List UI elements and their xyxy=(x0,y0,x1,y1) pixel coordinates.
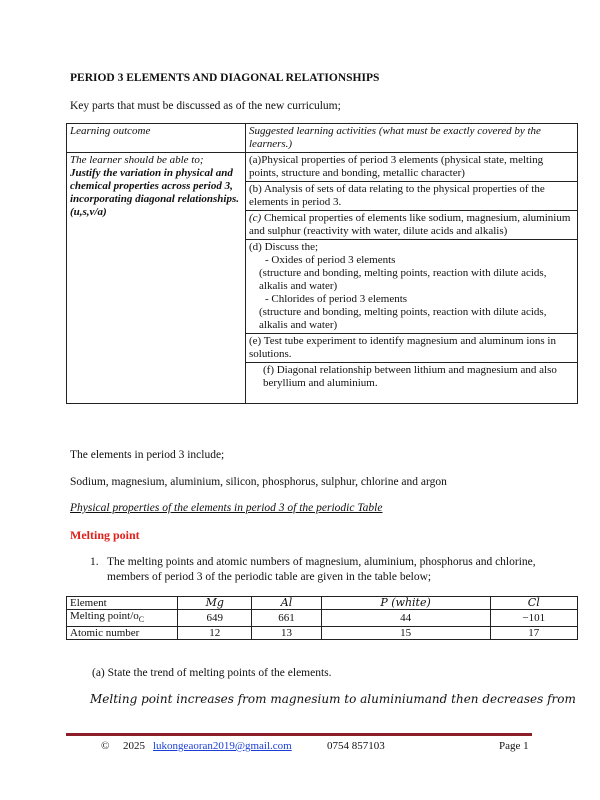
footer-phone: 0754 857103 xyxy=(327,740,385,752)
section-heading: Physical properties of the elements in period 3 of the periodic Table xyxy=(70,502,383,514)
table-row xyxy=(67,153,578,182)
activity-b: (b) Analysis of sets of data relating to the physical properties of the elements in period 3. xyxy=(246,182,578,211)
learning-outcomes-table xyxy=(66,123,578,404)
activity-d-intro: (d) Discuss the; xyxy=(249,241,319,253)
z-p: 15 xyxy=(321,627,490,640)
mp-p: 44 xyxy=(321,610,490,627)
mp-mg: 649 xyxy=(178,610,252,627)
melting-point-label: Melting point/o xyxy=(70,610,139,622)
activity-f xyxy=(246,363,578,404)
elements-list: Sodium, magnesium, aluminium, silicon, phosphorus, sulphur, chlorine and argon xyxy=(70,476,447,488)
activity-d-chlorides-detail: (structure and bonding, melting points, reaction with dilute acids, alkalis and water) xyxy=(259,306,547,331)
row-label-atomic-number: Atomic number xyxy=(67,627,178,640)
outcome-intro: The learner should be able to; xyxy=(70,154,204,166)
melting-point-unit: C xyxy=(138,615,145,625)
melting-point-table xyxy=(66,596,578,640)
element-mg: Mg xyxy=(178,597,252,610)
footer-email-link[interactable]: lukongeaoran2019@gmail.com xyxy=(153,740,292,752)
row-label-melting-point xyxy=(67,610,178,627)
row-label-element: Element xyxy=(67,597,178,610)
mp-al: 661 xyxy=(252,610,321,627)
activity-c-label: (c) xyxy=(249,212,262,224)
z-cl: 17 xyxy=(490,627,577,640)
question-text: The melting points and atomic numbers of magnesium, aluminium, phosphorus and chlorine, members of period 3 of the periodic table are given in the table below; xyxy=(107,556,536,583)
mp-cl: −101 xyxy=(490,610,577,627)
footer-year: 2025 xyxy=(123,740,145,752)
question-1 xyxy=(90,555,540,585)
document-title: PERIOD 3 ELEMENTS AND DIAGONAL RELATIONSHIPS xyxy=(70,72,380,84)
activity-c xyxy=(246,211,578,240)
activity-c-text: Chemical properties of elements like sodium, magnesium, aluminium and sulphur (reactivity with water, dilute acids and alkalis) xyxy=(249,212,571,237)
element-al: Al xyxy=(252,597,321,610)
element-p: P (white) xyxy=(321,597,490,610)
question-number: 1. xyxy=(90,556,99,568)
answer-text: Melting point increases from magnesium to aluminiumand then decreases from xyxy=(90,692,576,706)
activity-d-oxides-detail: (structure and bonding, melting points, reaction with dilute acids, alkalis and water) xyxy=(259,267,547,292)
table-header-row xyxy=(67,124,578,153)
melting-point-heading: Melting point xyxy=(70,528,140,542)
z-al: 13 xyxy=(252,627,321,640)
activity-e: (e) Test tube experiment to identify magnesium and aluminum ions in solutions. xyxy=(246,334,578,363)
page-number: Page 1 xyxy=(499,740,529,752)
table-row xyxy=(67,610,578,627)
table-row xyxy=(67,597,578,610)
header-learning-outcome: Learning outcome xyxy=(67,124,246,153)
footer-rule xyxy=(66,733,532,736)
elements-intro: The elements in period 3 include; xyxy=(70,449,225,461)
sub-question-a: (a) State the trend of melting points of the elements. xyxy=(92,667,332,679)
copyright-symbol: © xyxy=(101,740,110,752)
activity-d xyxy=(246,240,578,334)
activity-d-item-oxides: - Oxides of period 3 elements xyxy=(265,254,396,266)
activity-d-item-chlorides: - Chlorides of period 3 elements xyxy=(265,293,408,305)
intro-text: Key parts that must be discussed as of the new curriculum; xyxy=(70,100,341,112)
activity-a: (a)Physical properties of period 3 elements (physical state, melting points, structure and bonding, metallic character) xyxy=(246,153,578,182)
header-suggested-activities: Suggested learning activities (what must be exactly covered by the learners.) xyxy=(246,124,578,153)
outcome-statement: Justify the variation in physical and chemical properties across period 3, incorporating diagonal relationships. (u,s,v/a) xyxy=(70,167,240,218)
element-cl: Cl xyxy=(490,597,577,610)
table-row xyxy=(67,627,578,640)
z-mg: 12 xyxy=(178,627,252,640)
activity-f-text: (f) Diagonal relationship between lithium and magnesium and also beryllium and aluminium. xyxy=(263,364,557,389)
learning-outcome-cell xyxy=(67,153,246,404)
